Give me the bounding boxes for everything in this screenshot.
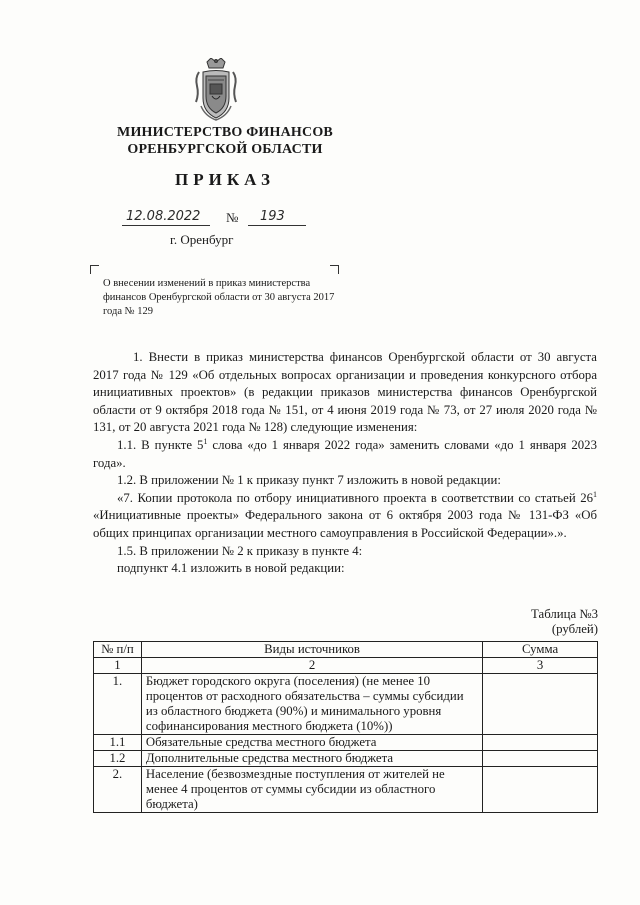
subparagraph-4-1: подпункт 4.1 изложить в новой редакции:	[117, 561, 345, 576]
coat-of-arms-icon	[193, 58, 239, 122]
superscript: 1	[203, 436, 208, 446]
ministry-line-1: МИНИСТЕРСТВО ФИНАНСОВ	[117, 125, 333, 140]
order-number: 193	[260, 209, 285, 224]
order-date: 12.08.2022	[126, 209, 201, 224]
table-row	[94, 767, 598, 813]
table-caption	[480, 607, 598, 637]
paragraph-1: 1. Внести в приказ министерства финансов Оренбургской области от 30 августа 2017 года № 129 «Об отдельных вопросах организации и проведения конкурсного отбора инициативных проектов» (в редакции приказов министерства финансов Оренбургской области от 9 октября 2018 года № 151, от 4 июня 2019 года № 73, от 27 июля 2020 года № 131, от 20 августа 2021 года № 128) следующие изменения:	[93, 350, 597, 435]
colnum-cell: 3	[483, 658, 598, 674]
row-source: Население (безвозмездные поступления от жителей не менее 4 процентов от суммы субсидии из областного бюджета)	[141, 767, 482, 813]
header-cell: № п/п	[94, 642, 142, 658]
paragraph-1-1-start: 1.1. В пункте 5	[117, 437, 204, 452]
row-sum	[483, 751, 598, 767]
table-colnum-row	[94, 658, 598, 674]
paragraph-7-start: «7. Копии протокола по отбору инициативного проекта в соответствии со статьей 26	[117, 490, 593, 505]
row-num: 2.	[94, 767, 142, 813]
table-caption-unit: (рублей)	[551, 622, 598, 636]
paragraph-7-quote	[93, 490, 597, 543]
table-header-row	[94, 642, 598, 658]
header-cell: Сумма	[483, 642, 598, 658]
row-source: Бюджет городского округа (поселения) (не менее 10 процентов от расходного обязательства – суммы субсидии из областного бюджета (90%) и минимального уровня софинансирования местного бюджета (10%))	[141, 674, 482, 735]
doc-type-title: ПРИКАЗ	[175, 170, 275, 189]
row-num: 1.2	[94, 751, 142, 767]
ministry-line-2: ОРЕНБУРГСКОЙ ОБЛАСТИ	[127, 142, 323, 157]
colnum-cell: 1	[94, 658, 142, 674]
row-num: 1.1	[94, 735, 142, 751]
row-sum	[483, 674, 598, 735]
subject-bracket-left	[90, 265, 99, 274]
paragraph-1-2: 1.2. В приложении № 1 к приказу пункт 7 изложить в новой редакции:	[117, 473, 501, 488]
paragraph-7-end: «Инициативные проекты» Федерального закона от 6 октября 2003 года № 131-ФЗ «Об общих принципах организации местного самоуправления в Российской Федерации».».	[93, 508, 597, 540]
table-row	[94, 751, 598, 767]
paragraph-1-5: 1.5. В приложении № 2 к приказу в пункте 4:	[117, 543, 363, 558]
table-caption-title: Таблица №3	[531, 607, 598, 621]
row-sum	[483, 767, 598, 813]
date-underline	[122, 225, 210, 226]
paragraph-1-1	[93, 437, 597, 472]
table-row	[94, 674, 598, 735]
header-cell: Виды источников	[141, 642, 482, 658]
row-source: Обязательные средства местного бюджета	[141, 735, 482, 751]
colnum-cell: 2	[141, 658, 482, 674]
order-body	[93, 349, 597, 578]
row-num: 1.	[94, 674, 142, 735]
sources-table	[93, 641, 598, 813]
number-underline	[248, 225, 306, 226]
ministry-name	[60, 124, 390, 158]
city: г. Оренбург	[170, 232, 234, 247]
subject-bracket-right	[330, 265, 339, 274]
paragraph-1-1-end: слова «до 1 января 2022 года» заменить словами «до 1 января 2023 года».	[93, 437, 597, 470]
order-date-number	[118, 209, 318, 229]
row-source: Дополнительные средства местного бюджета	[141, 751, 482, 767]
table-row	[94, 735, 598, 751]
superscript: 1	[593, 489, 597, 499]
order-subject: О внесении изменений в приказ министерства финансов Оренбургской области от 30 августа 2017 года № 129	[103, 278, 335, 317]
number-label: №	[226, 210, 239, 225]
row-sum	[483, 735, 598, 751]
